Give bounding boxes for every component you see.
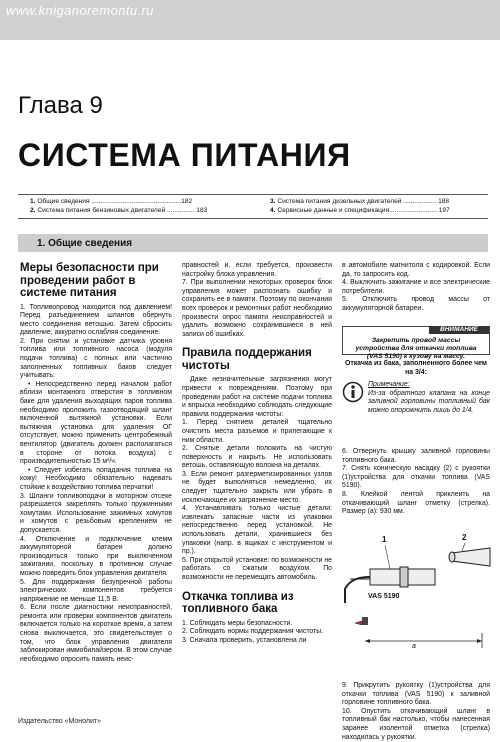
paragraph: правностей и, если требуется, произвести настройку блока управления. — [182, 262, 332, 278]
paragraph: 4. Выключить зажигание и все электрические потребители. — [342, 279, 490, 295]
fuel-pumping-heading: Откачка топлива из топливного бака — [182, 590, 294, 616]
paragraph: • Непосредственно перед началом работ вблизи монтажного отверстия в топливном баке для удаления выходящих паров топлива необходимо проложить газоотводящий шланг включенной вытяжной установки. Если вытяжная установка для удаления ОГ отсутствует, можно применить центробежный вентилятор (двигатель должен располагаться в стороне от потока воздуха) с производительностью 15 м³/ч. — [20, 380, 172, 466]
safety-heading: Меры безопасности при проведении работ в системе питания — [20, 262, 159, 299]
paragraph: 2. Снятые детали положить на чистую поверхность и накрыть. Не использовать ветошь, оставляющую волокна на деталях. — [182, 445, 332, 470]
paragraph: 2. При снятии и установке датчика уровня топлива или топливного насоса (модуля подачи топлива) с полных или частично заполненных топливных баков следует учитывать: — [20, 337, 172, 380]
paragraph: 4. Устанавливать только чистые детали: извлекать запасные части из упаковки непосредственно перед установкой. Не использовать детали, хранившиеся без упаковки (напр. в ящиках с инструментом и пр.). — [182, 505, 332, 556]
toc-item-2[interactable]: 2. Система питания бензиновых двигателей ............... 183 — [30, 207, 208, 214]
pump-device-drawing — [340, 533, 492, 681]
figure-callout-1: 1 — [382, 535, 387, 544]
column-3-bottom — [342, 682, 490, 742]
paragraph: 8. Клейкой лентой приклеить на откачивающий шланг отметку (стрелка). Размер (a): 930 мм. — [342, 490, 490, 516]
toc-item-4[interactable]: 4. Сервисные данные и спецификация.......................... 197 — [270, 207, 450, 214]
warning-label: ВНИМАНИЕ — [429, 326, 489, 334]
subheading: Откачка из бака, заполненного более чем на 3/4: — [345, 360, 487, 376]
figure-dimension-label: a — [412, 643, 416, 650]
note-icon — [342, 381, 364, 403]
paragraph: 5. При открытой установке: по возможности не работать со сжатым воздухом. По возможности не перемещать автомобиль. — [182, 556, 333, 581]
paragraph: 6. Если после диагностики неисправностей, ремонта или проверки компонентов двигатель включается только на короткое время, а затем снова выключается, это свидетельствует о том, что блок управления двигателя заблокирован иммобилайзером. В этом случае необходимо опросить память неис- — [20, 604, 172, 663]
pump-device-illustration — [340, 533, 492, 681]
paragraph: 4. Отключение и подключение клемм аккумуляторной батареи должно производиться только при выключенном зажигании, поскольку в противном случае можно повредить блок управления двигателя. — [20, 535, 172, 577]
section-title: 1. Общие сведения — [37, 238, 133, 249]
paragraph: 1. Соблюдать меры безопасности. — [182, 619, 293, 627]
paragraph: 5. Для поддержания безупречной работы электрических компонентов требуется напряжение не меньше 11,5 В. — [20, 578, 172, 603]
publisher-footer: Издательство «Монолит» — [18, 718, 102, 725]
figure-device-label: VAS 5190 — [368, 593, 400, 600]
column-2 — [182, 262, 332, 645]
paragraph: 9. Прикрутить рукоятку (1)устройства для откачки топлива (VAS 5190) к заливной горловине топливного бака. — [342, 682, 490, 707]
note-label: Примечание: — [368, 381, 410, 388]
paragraph: 6. Отвернуть крышку заливной горловины топливного бака. — [342, 448, 490, 464]
paragraph: 3. Если ремонт разгерметизированных узлов не будет выполняться немедленно, их следует тщательно закрыть или убрать в исключающее их загрязнение место. — [182, 470, 332, 504]
paragraph: 7. Снять коническую насадку (2) с рукоятки (1)устройства для откачки топлива (VAS 5190). — [342, 465, 490, 490]
warning-box — [342, 326, 490, 360]
paragraph: 10. Опустить откачивающий шланг в топливный бак настолько, чтобы нанесенная заранее изолентой отметка (стрелка) находилась у рукоятки. — [342, 707, 490, 741]
watermark: www.kniganoremontu.ru — [6, 3, 154, 18]
column-1 — [20, 262, 172, 664]
paragraph: 7. При выполнении некоторых проверок блок управления может распознать ошибку и сохранить ее в памяти. Поэтому по окончании всех проверок и ремонтных работ необходимо произвести опрос памяти неисправностей и удалить возможно сохранившиеся в ней записи об ошибках. — [182, 279, 332, 338]
paragraph: Даже незначительные загрязнения могут привести к повреждениям. Поэтому при проведении работ на системе подачи топлива и впрыска необходимо соблюдать следующие правила поддержания чистоты: — [182, 376, 332, 418]
note-block — [342, 381, 490, 425]
column-3-mid — [342, 360, 490, 377]
toc-item-3[interactable]: 3. Система питания дизельных двигателей .................. 188 — [270, 198, 450, 205]
cleanliness-heading: Правила поддержания чистоты — [182, 347, 312, 372]
toc-item-1[interactable]: 1. Общие сведения .................................................182 — [30, 198, 193, 205]
paragraph: 3. Шланги топливоподачи в моторном отсеке разрешается закреплять только пружинными хомутами. Использование зажимных хомутов и хомутов с резьбовым креплением не допускается. — [20, 492, 172, 534]
table-of-contents — [18, 194, 488, 219]
paragraph: 1. Перед снятием деталей тщательно очистить места разъемов и прилегающие к ним области. — [182, 419, 332, 444]
paragraph: в автомобиле магнитола с кодировкой. Если да, то запросить код. — [342, 262, 490, 278]
paragraph: 5. Отключить провод массы от аккумуляторной батареи. — [342, 296, 490, 312]
paragraph: • Следует избегать попадания топлива на кожу! Необходимо обязательно надевать стойкие к воздействию топлива перчатки! — [20, 466, 172, 491]
warning-text: Закрепить провод массы устройства для откачки топлива (VAS 5190) к кузову на массу. — [355, 337, 477, 360]
paragraph: 2. Соблюдать нормы поддержания чистоты. — [182, 628, 324, 636]
note-text: Из-за обратного клапана на конце заливной горловины топливный бак можно опорожнить лишь до 1/4. — [368, 389, 490, 414]
paragraph: 1. Топливопровод находится под давлением! Перед разъединением шлангов обернуть место соединения ветошью. Затем сбросить давление, аккуратно ослабляя соединение. — [20, 303, 172, 337]
chapter-heading: Глава 9 — [18, 92, 103, 119]
page-title: СИСТЕМА ПИТАНИЯ — [18, 137, 351, 173]
paragraph: 3. Сначала проверить, установлена ли — [182, 636, 307, 644]
column-3-top — [342, 262, 490, 314]
column-3-steps — [342, 448, 490, 517]
figure-callout-2: 2 — [462, 533, 467, 542]
